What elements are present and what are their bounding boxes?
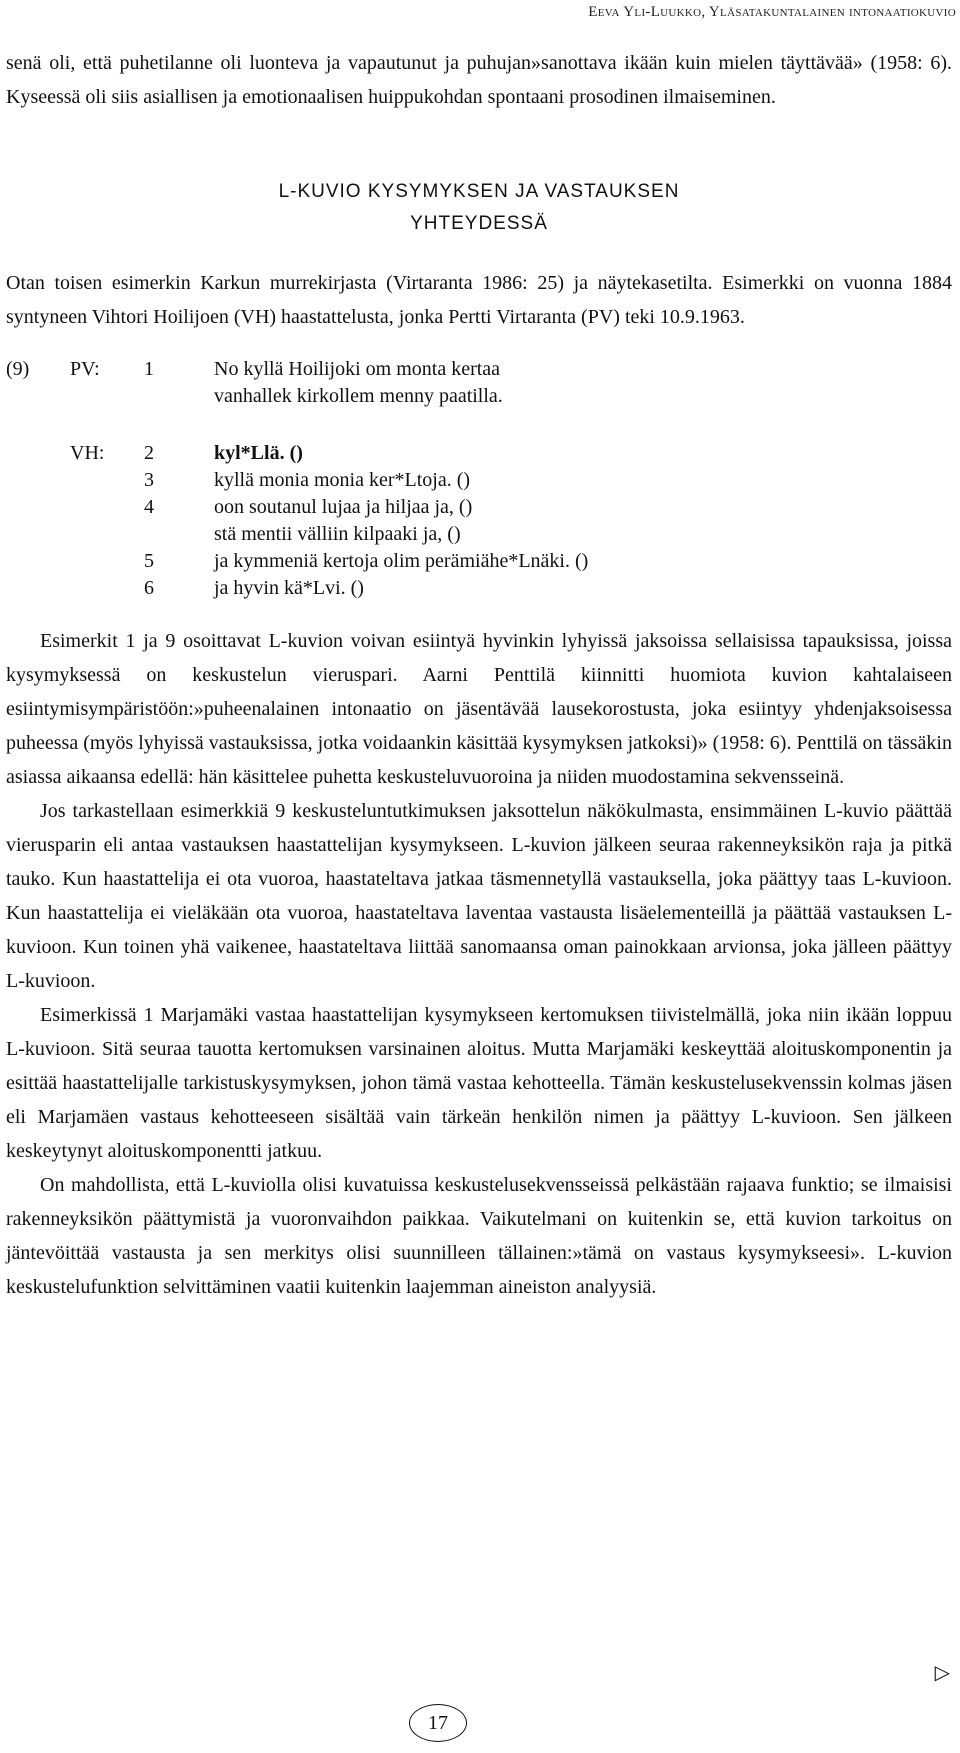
- section-heading-line2: YHTEYDESSÄ: [410, 213, 548, 234]
- line-text: kyllä monia monia ker*Ltoja. (): [214, 469, 471, 491]
- paragraph: Esimerkissä 1 Marjamäki vastaa haastattelijan kysymykseen kertomuksen tiivistelmällä, joka niin ikään loppuu L-kuvioon. Sitä seuraa tauotta kertomuksen varsinainen aloitus. Mutta Marjamäki keskeyttää aloituskomponentin ja esittää haastattelijalle tarkistuskysymyksen, johon tämä vastaa kehotteella. Tämän keskustelusekvenssin kolmas jäsen eli Marjamäen vastaus kehotteeseen sisältää vain tärkeän henkilön nimen ja päättyy L-kuvioon. Sen jälkeen keskeytynyt aloituskomponentti jatkuu.: [6, 1004, 952, 1162]
- example-line: [6, 494, 952, 521]
- example-line: [6, 467, 952, 494]
- line-number: [144, 521, 214, 548]
- line-number: 5: [144, 550, 154, 572]
- example-line: [6, 575, 952, 602]
- example-line: [6, 383, 952, 410]
- next-page-arrow-icon: ▷: [934, 1662, 950, 1684]
- page-body: [6, 46, 952, 1304]
- line-text: No kyllä Hoilijoki om monta kertaa: [214, 358, 501, 380]
- line-number: 6: [144, 577, 154, 599]
- section-heading-line1: L-KUVIO KYSYMYKSEN JA VASTAUKSEN: [278, 181, 680, 202]
- line-text: ja hyvin kä*Lvi. (): [214, 577, 364, 599]
- line-number: [144, 383, 214, 410]
- line-text: kyl*Llä. (): [214, 442, 303, 464]
- line-text: oon soutanul lujaa ja hiljaa ja, (): [214, 496, 473, 518]
- paragraph-example-intro: Otan toisen esimerkin Karkun murrekirjasta (Virtaranta 1986: 25) ja näytekasetilta. Esimerkki on vuonna 1884 syntyneen Vihtori Hoilijoen (VH) haastattelusta, jonka Pertti Virtaranta (PV) teki 10.9.1963.: [6, 272, 952, 328]
- running-header: Eeva Yli-Luukko, Yläsatakuntalainen intonaatiokuvio: [588, 4, 956, 20]
- line-text: vanhallek kirkollem menny paatilla.: [214, 385, 503, 407]
- line-number: 2: [144, 442, 154, 464]
- paragraph: Esimerkit 1 ja 9 osoittavat L-kuvion voivan esiintyä hyvinkin lyhyissä jaksoissa sellaisissa tapauksissa, joissa kysymyksessä on keskustelun vieruspari. Aarni Penttilä kiinnitti huomiota kuvion kahtalaiseen esiintymisympäristöön:»puheenalainen intonaatio on jäsentävää lausekorostusta, joka esiintyy yhdenjaksoisessa puheessa (myös lyhyissä vastauksissa, jotka voidaankin käsittää kysymyksen jatkoksi)» (1958: 6). Penttilä on tässäkin asiassa aikaansa edellä: hän käsittelee puhetta keskusteluvuoroina ja niiden muodostamina sekvensseinä.: [6, 630, 952, 788]
- example-9: [6, 356, 952, 602]
- speaker-pv: PV:: [70, 358, 100, 380]
- page-number: 17: [409, 1704, 467, 1742]
- paragraph: Jos tarkastellaan esimerkkiä 9 keskusteluntutkimuksen jaksottelun näkökulmasta, ensimmäinen L-kuvio päättää vierusparin eli antaa vastauksen haastattelijan kysymykseen. L-kuvion jälkeen seuraa rakenneyksikön raja ja pitkä tauko. Kun haastattelija ei ota vuoroa, haastateltava jatkaa täsmennetyllä vastauksella, joka päättyy taas L-kuvioon. Kun haastattelija ei vieläkään ota vuoroa, haastateltava laventaa vastausta lisäelementeillä ja päättää vastauksen L-kuvioon. Kun toinen yhä vaikenee, haastateltava liittää sanomaansa oman painokkaan arvionsa, joka jälleen päättyy L-kuvioon.: [6, 800, 952, 992]
- line-text: ja kymmeniä kertoja olim perämiähe*Lnäki. (): [214, 550, 589, 572]
- line-text: stä mentii välliin kilpaaki ja, (): [214, 523, 461, 545]
- example-line: [6, 440, 952, 467]
- section-heading: [6, 176, 952, 240]
- line-number: 1: [144, 358, 154, 380]
- speaker-vh: VH:: [70, 442, 105, 464]
- example-line: [6, 521, 952, 548]
- paragraph-intro: senä oli, että puhetilanne oli luonteva ja vapautunut ja puhujan»sanottava ikään kuin mielen täyttävää» (1958: 6). Kyseessä oli siis asiallisen ja emotionaalisen huippukohdan spontaani prosodinen ilmaiseminen.: [6, 52, 952, 108]
- line-number: 3: [144, 469, 154, 491]
- paragraph: On mahdollista, että L-kuviolla olisi kuvatuissa keskustelusekvensseissä pelkästään rajaava funktio; se ilmaisisi rakenneyksikön päättymistä ja vuoronvaihdon paikkaa. Vaikutelmani on kuitenkin se, että kuvion tarkoitus on jäntevöittää vastausta ja sen merkitys olisi suunnilleen tällainen:»tämä on vastaus kysymykseesi». L-kuvion keskustelufunktion selvittäminen vaatii kuitenkin laajemman aineiston analyysiä.: [6, 1174, 952, 1298]
- example-line: [6, 356, 952, 383]
- line-number: 4: [144, 496, 154, 518]
- example-number: (9): [6, 358, 30, 380]
- example-line: [6, 548, 952, 575]
